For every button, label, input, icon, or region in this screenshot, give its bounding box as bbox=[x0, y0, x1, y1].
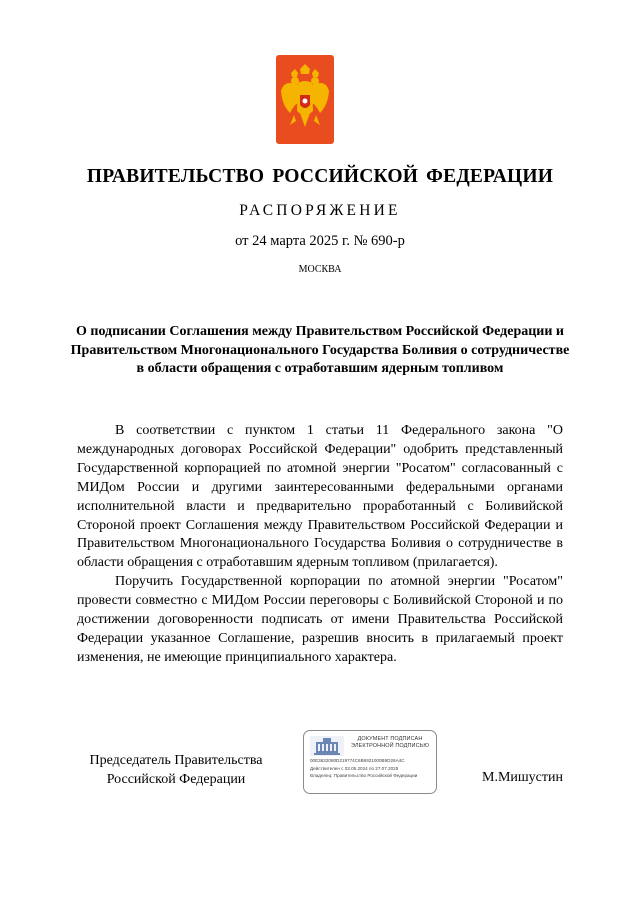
government-building-icon bbox=[310, 736, 344, 756]
coat-of-arms-icon bbox=[276, 55, 334, 144]
stamp-validity: Действителен с 03.05.2024 по 27.07.2025 bbox=[310, 766, 399, 771]
electronic-signature-stamp bbox=[303, 730, 437, 794]
signer-position: Председатель Правительства Российской Федерации bbox=[89, 753, 263, 787]
body-paragraph: В соответствии с пунктом 1 статьи 11 Федерального закона "О международных договорах Российской Федерации" одобрить представленный Государственной корпорацией по атомной энергии "Росатом" согласованный с МИДом России и другими заинтересованными федеральными органами исполнительной власти и предварительно проработанный с Боливийской Стороной проект Соглашения между Правительством Российской Федерации и Правительством Многонационального Государства Боливия о сотрудничестве в области обращения с отработавшим ядерным топливом (прилагается). bbox=[77, 423, 563, 571]
double-headed-eagle-icon bbox=[276, 55, 334, 144]
document-city: МОСКВА bbox=[298, 264, 342, 275]
document-date-number: от 24 марта 2025 г. № 690-р bbox=[235, 233, 405, 249]
stamp-certificate: 00E3632080D219774C6B6921000B9D26A4C bbox=[310, 758, 405, 763]
stamp-title: ДОКУМЕНТ ПОДПИСАН ЭЛЕКТРОННОЙ ПОДПИСЬЮ bbox=[350, 736, 430, 749]
body-paragraph: Поручить Государственной корпорации по атомной энергии "Росатом" провести совместно с МИДом России переговоры с Боливийской Стороной и по достижении договоренности подписать от имени Правительства Российской Федерации указанное Соглашение, разрешив вносить в прилагаемый проект изменения, не имеющие принципиального характера. bbox=[77, 574, 563, 665]
signer-name: М.Мишустин bbox=[482, 770, 563, 785]
document-subject: О подписании Соглашения между Правительством Российской Федерации и Правительством Многонационального Государства Боливия о сотрудничестве в области обращения с отработавшим ядерным топливом bbox=[70, 324, 570, 377]
stamp-owner: Владелец: Правительство Российской Федерации bbox=[310, 773, 418, 778]
document-type: РАСПОРЯЖЕНИЕ bbox=[239, 202, 401, 219]
document-body bbox=[77, 422, 563, 668]
government-title: ПРАВИТЕЛЬСТВО РОССИЙСКОЙ ФЕДЕРАЦИИ bbox=[86, 166, 554, 187]
